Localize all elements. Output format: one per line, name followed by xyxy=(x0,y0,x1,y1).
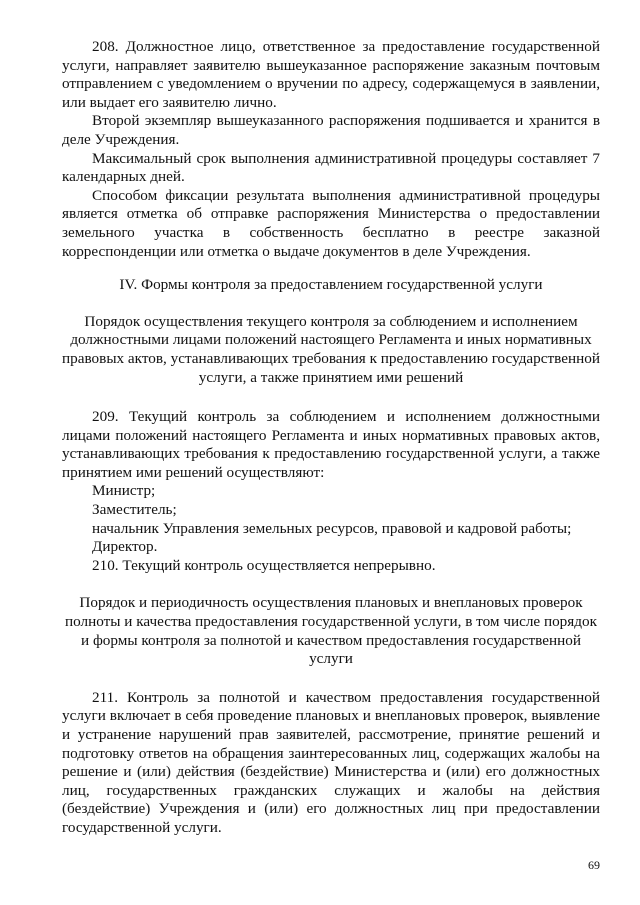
list-item-department-head: начальник Управления земельных ресурсов, правовой и кадровой работы; xyxy=(92,519,572,537)
page-number: 69 xyxy=(588,858,600,872)
subheading-inspections: Порядок и периодичность осуществления плановых и внеплановых проверок полноты и качества предоставления государственной услуги, в том числе порядок и формы контроля за полнотой и качеством предоставления государственной услуги xyxy=(65,594,597,668)
paragraph-208: 208. Должностное лицо, ответственное за предоставление государственной услуги, направляет заявителю вышеуказанное распоряжение заказным почтовым отправлением с уведомлением о вручении по адресу, содержащемуся в заявлении, или выдает его заявителю лично. xyxy=(62,38,600,111)
paragraph-210: 210. Текущий контроль осуществляется непрерывно. xyxy=(92,556,436,574)
paragraph-max-term: Максимальный срок выполнения административной процедуры составляет 7 календарных дней. xyxy=(62,149,600,186)
paragraph-211: 211. Контроль за полнотой и качеством предоставления государственной услуги включает в себя проведение плановых и внеплановых проверок, выявление и устранение нарушений прав заявителей, рассмотрение, принятие решений и подготовку ответов на обращения заинтересованных лиц, содержащих жалобы на решение и (или) действия (бездействие) Министерства и (или) его должностных лиц, государственных гражданских служащих и жалобы на действия (бездействие) Учреждения и (или) его должностных лиц при предоставлении государственной услуги. xyxy=(62,688,600,836)
list-item-deputy: Заместитель; xyxy=(92,501,177,519)
paragraph-209: 209. Текущий контроль за соблюдением и исполнением должностными лицами положений настоящего Регламента и иных нормативных правовых актов, устанавливающих требования к предоставлению государственной услуги, а также принятием ими решений осуществляют: xyxy=(62,408,600,481)
list-item-minister: Министр; xyxy=(92,482,156,500)
section-title: IV. Формы контроля за предоставлением государственной услуги xyxy=(119,276,543,294)
paragraph-second-copy: Второй экземпляр вышеуказанного распоряжения подшивается и хранится в деле Учреждения. xyxy=(62,112,600,148)
list-item-director: Директор. xyxy=(92,538,158,556)
subheading-current-control: Порядок осуществления текущего контроля за соблюдением и исполнением должностными лицами положений настоящего Регламента и иных нормативных правовых актов, устанавливающих требования к предоставлению государственной услуги, а также принятием ими решений xyxy=(62,312,600,386)
paragraph-fixation-method: Способом фиксации результата выполнения административной процедуры является отметка об отправке распоряжения Министерства о предоставлении земельного участка в собственность бесплатно в реестре заказной корреспонденции или отметка о выдаче документов в деле Учреждения. xyxy=(62,186,600,260)
